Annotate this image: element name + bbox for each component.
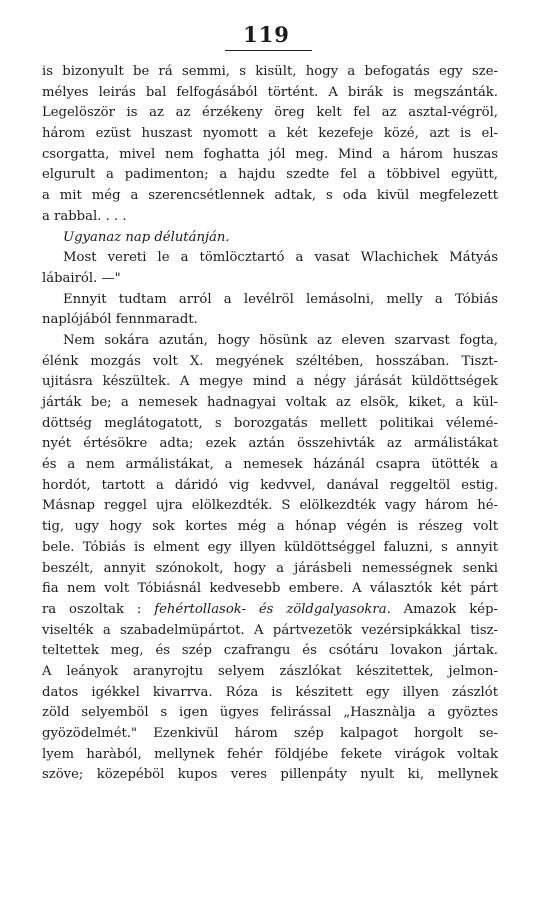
text-line: Másnap reggel ujra elölkezdték. S elölkezdték vagy három hé- bbox=[42, 498, 498, 514]
text-line: csorgatta, mivel nem foghatta jól meg. Mind a három huszas bbox=[42, 146, 498, 162]
body-text bbox=[42, 62, 498, 786]
text-line: teltettek meg, és szép czafrangu és csótáru lovakon jártak. bbox=[42, 643, 498, 659]
text-line: datos igékkel kivarrva. Róza is készitett egy illyen zászlót bbox=[42, 684, 498, 700]
text-line: a mit még a szerencsétlennek adtak, s oda kivül megfelezett bbox=[42, 188, 498, 204]
text-line: Nem sokára azután, hogy hösünk az eleven szarvast fogta, bbox=[63, 332, 498, 348]
text-line: naplójából fennmaradt. bbox=[42, 312, 198, 328]
section-heading: Ugyanaz nap délutánján. bbox=[63, 229, 230, 245]
text-line: ujitásra készültek. A megye mind a négy járását küldöttségek bbox=[42, 374, 498, 390]
text-line: tig, ugy hogy sok kortes még a hónap végén is részeg volt bbox=[42, 519, 498, 535]
text-line: Ennyit tudtam arról a levélröl lemásolni, melly a Tóbiás bbox=[63, 291, 498, 307]
text-line: döttség meglátogatott, s borozgatás mellett politikai vélemé- bbox=[42, 415, 498, 431]
text-line: nyét értésökre adta; ezek aztán összehivták az armálistákat bbox=[42, 436, 498, 452]
text-line: Most vereti le a tömlöcztartó a vasat Wlachichek Mátyás bbox=[63, 250, 498, 266]
text-line: is bizonyult be rá semmi, s kisült, hogy a befogatás egy sze- bbox=[42, 64, 498, 79]
text-line: fia nem volt Tóbiásnál kedvesebb embere. A választók két párt bbox=[42, 581, 498, 597]
text-segment: Amazok kép- bbox=[390, 601, 498, 617]
text-line: szöve; közepéböl kupos veres pillenpáty nyult ki, mellynek bbox=[42, 767, 498, 783]
text-line: A leányok aranyrojtu selyem zászlókat készitettek, jelmon- bbox=[42, 663, 498, 679]
header-rule bbox=[225, 50, 312, 51]
text-line: a rabbal. . . . bbox=[42, 208, 127, 224]
text-line: lyem haràból, mellynek fehér földjébe fekete virágok voltak bbox=[42, 746, 498, 762]
page-number: 119 bbox=[243, 22, 290, 47]
text-line: bele. Tóbiás is elment egy illyen küldöttséggel faluzni, s annyit bbox=[42, 539, 498, 555]
text-line: és a nem armálistákat, a nemesek házánál csapra ütötték a bbox=[42, 457, 498, 473]
text-line: hordót, tartott a dáridó vig kedvvel, danával reggeltöl estig. bbox=[42, 477, 498, 493]
text-line-mixed bbox=[42, 600, 498, 621]
italic-segment: fehértollasok- és zöldgalyasokra. bbox=[154, 601, 391, 617]
text-line: lábairól. —" bbox=[42, 270, 121, 286]
text-segment: ra oszoltak : bbox=[42, 601, 155, 617]
text-line: viselték a szabadelmüpártot. A pártvezetök vezérsipkákkal tisz- bbox=[42, 622, 498, 638]
text-line: elgurult a padimenton; a hajdu szedte fel a többivel együtt, bbox=[42, 167, 498, 183]
text-line: három ezüst huszast nyomott a két kezefeje közé, azt is el- bbox=[42, 126, 498, 142]
text-line: zöld selyemböl s igen ügyes felirással „Hasznàlja a gyöztes bbox=[42, 705, 498, 721]
text-line: mélyes leirás bal felfogásából történt. A birák is megszánták. bbox=[42, 84, 498, 100]
text-line: beszélt, annyit szónokolt, hogy a járásbeli nemességnek senki bbox=[42, 560, 498, 576]
text-line: Legelöször is az az érzékeny öreg kelt fel az asztal-végröl, bbox=[42, 105, 498, 121]
text-line: gyözödelmét." Ezenkivül három szép kalpagot horgolt se- bbox=[42, 726, 498, 741]
text-line: járták be; a nemesek hadnagyai voltak az elsök, kiket, a kül- bbox=[42, 395, 498, 410]
text-line: élénk mozgás volt X. megyének széltében, hosszában. Tiszt- bbox=[42, 353, 498, 369]
